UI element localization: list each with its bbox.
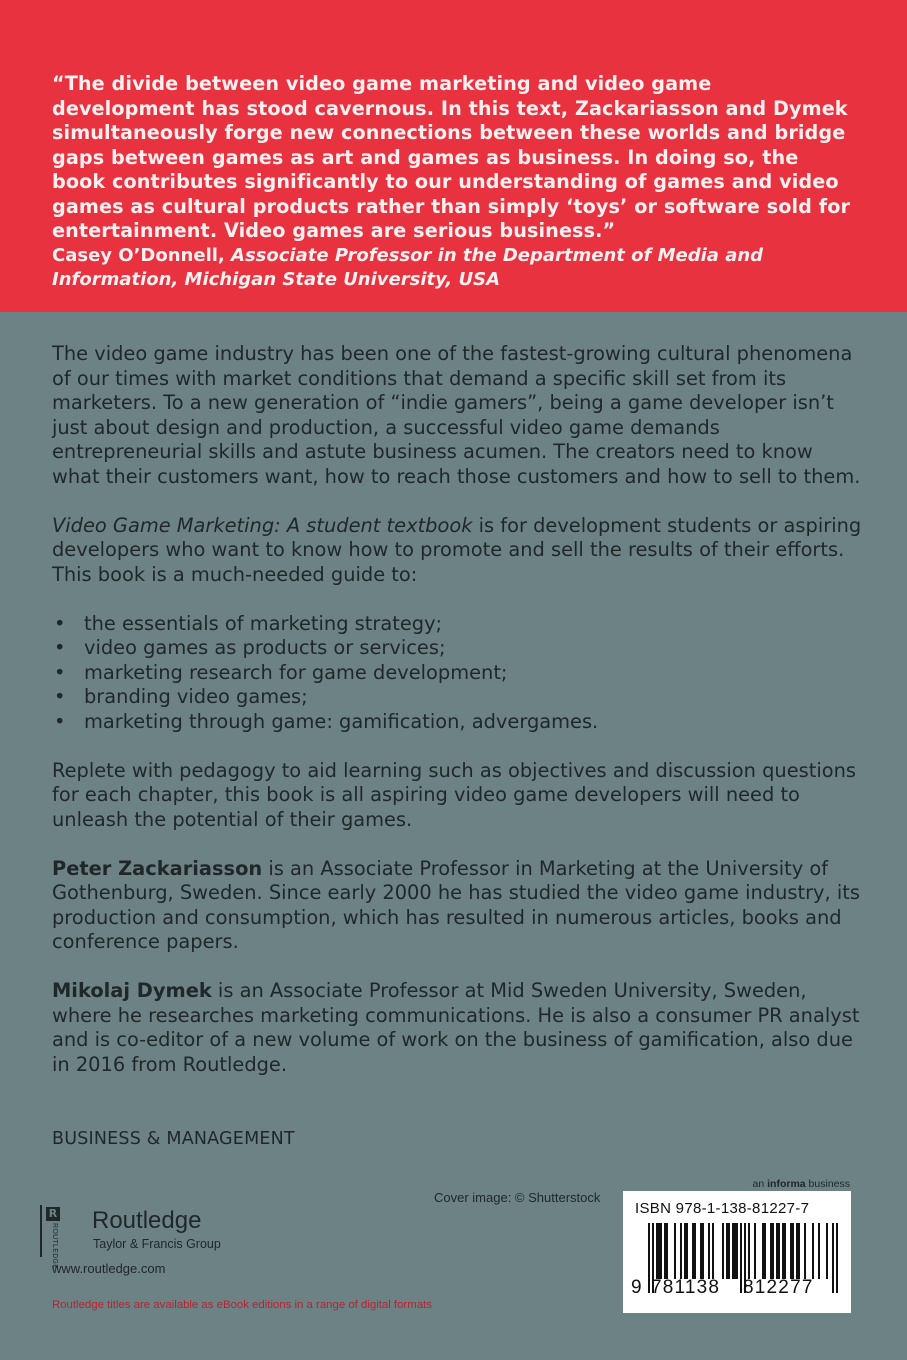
barcode-bar [666,1223,668,1279]
endorsement-author-role: Associate Professor in the Department of Media and Information, Michigan State University, USA [52,244,764,290]
barcode-bar [700,1223,702,1279]
barcode-bar [708,1223,710,1279]
barcode-bar [684,1223,686,1279]
barcode-bar [762,1223,764,1279]
endorsement-attribution [52,244,857,293]
barcode-bar [772,1223,774,1279]
bullet-icon: • [54,660,66,684]
informa-tagline: an informa business [752,1178,850,1190]
publisher-group: Taylor & Francis Group [93,1237,221,1251]
barcode-bar [796,1223,798,1279]
barcode-bar [702,1223,704,1279]
author-name: Mikolaj Dymek [52,979,212,1002]
endorsement-panel [0,0,907,312]
description-intro: The video game industry has been one of the fastest-growing cultural phenomena of our times with market conditions that demand a specific skill set from its marketers. To a new generation of “indie gamers”, being a game developer isn’t just about design and production, a successful video game demands entrepreneurial skills and astute business acumen. The creators need to know what their customers want, how to reach those customers and how to sell to them. [52,342,861,488]
bullet-icon: • [54,685,66,708]
barcode-bar [836,1223,838,1293]
book-description [52,342,862,1102]
barcode-bar [736,1223,738,1279]
barcode-bar [812,1223,814,1279]
barcode-bar [784,1223,786,1279]
barcode-bar [740,1223,742,1293]
barcode-bar [660,1223,662,1279]
barcode-bar [770,1223,772,1279]
barcode-bar [792,1223,794,1279]
description-pedagogy: Replete with pedagogy to aid learning such as objectives and discussion questions for each chapter, this book is all aspiring video game developers will need to unleash the potential of their games. [52,758,856,831]
endorsement-author: Casey O’Donnell, [52,244,225,266]
publisher-name: Routledge [92,1207,202,1234]
list-item: • branding video games; [54,685,308,708]
barcode-bar [648,1223,650,1293]
author-bio [52,979,862,1077]
publisher-website: www.routledge.com [52,1261,166,1276]
barcode-bar [778,1223,780,1279]
barcode-bar [748,1223,750,1279]
author-bio-text: is an Associate Professor at Mid Sweden University, Sweden, where he researches marketing communications. He is also a consumer PR analyst and is co-editor of a new volume of work on the business of gamification, also due in 2016 from Routledge. [52,979,860,1076]
barcode-bar [664,1223,666,1279]
book-title: Video Game Marketing: A student textbook [52,513,473,537]
cover-image-credit: Cover image: © Shutterstock [434,1190,601,1205]
barcode-bar [692,1223,694,1279]
barcode-bar [712,1223,714,1279]
list-item: • the essentials of marketing strategy; [54,611,443,635]
bullet-icon: • [54,611,66,635]
barcode-left-digits: 781138 [651,1277,721,1298]
list-item: • marketing through game: gamification, advergames. [54,709,599,733]
bullet-icon: • [54,636,66,659]
barcode-bar [686,1223,688,1279]
barcode-bar [722,1223,724,1279]
routledge-logo-icon: R ROUTLEDGE [40,1205,82,1257]
author-name: Peter Zackariasson [52,856,263,880]
barcode-bar [818,1223,820,1279]
barcode-bar [764,1223,766,1279]
barcode-bar [674,1223,676,1279]
barcode-bar [732,1223,734,1279]
topic-list [52,612,862,735]
bullet-icon: • [54,709,66,733]
barcode-bar [798,1223,800,1279]
barcode-bar [694,1223,696,1279]
barcode-bar [680,1223,682,1279]
isbn-label: ISBN 978-1-138-81227-7 [635,1200,810,1217]
barcode-bar [782,1223,784,1279]
barcode-bar [832,1223,834,1293]
barcode-bar [776,1223,778,1279]
subject-category: BUSINESS & MANAGEMENT [52,1129,295,1149]
ebook-note: Routledge titles are available as eBook editions in a range of digital formats [52,1299,432,1311]
list-item: • marketing research for game development; [54,660,508,684]
endorsement-quote: “The divide between video game marketing and video game development has stood cavernous. In this text, Zackariasson and Dymek simultaneously forge new connections between these worlds and bridge gaps between games as art and games as business. In doing so, the book contributes significantly to our understanding of games and video games as cultural products rather than simply ‘toys’ or software sold for entertainment. Video games are serious business.” [52,72,851,242]
author-bio-text: is an Associate Professor in Marketing at the University of Gothenburg, Sweden. Since early 2000 he has studied the video game industry, its production and consumption, which has resulted in numerous articles, books and conference papers. [52,856,860,953]
barcode-bar [826,1223,828,1279]
barcode-bar [656,1223,658,1279]
barcode-first-digit: 9 [631,1277,643,1298]
barcode-bar [804,1223,806,1279]
barcode-bar [734,1223,736,1279]
barcode-bar [790,1223,792,1279]
list-item: • video games as products or services; [54,636,446,659]
description-purpose [52,514,862,588]
author-bio [52,857,862,955]
barcode-bar [754,1223,756,1279]
barcode-right-digits: 812277 [743,1277,814,1298]
barcode-bar [726,1223,728,1279]
isbn-barcode [623,1191,851,1313]
purpose-text: is for development students or aspiring developers who want to know how to promote and sell the results of their efforts. This book is a much-needed guide to: [52,513,862,586]
barcode-bar [728,1223,730,1279]
barcode-bar [658,1223,660,1279]
